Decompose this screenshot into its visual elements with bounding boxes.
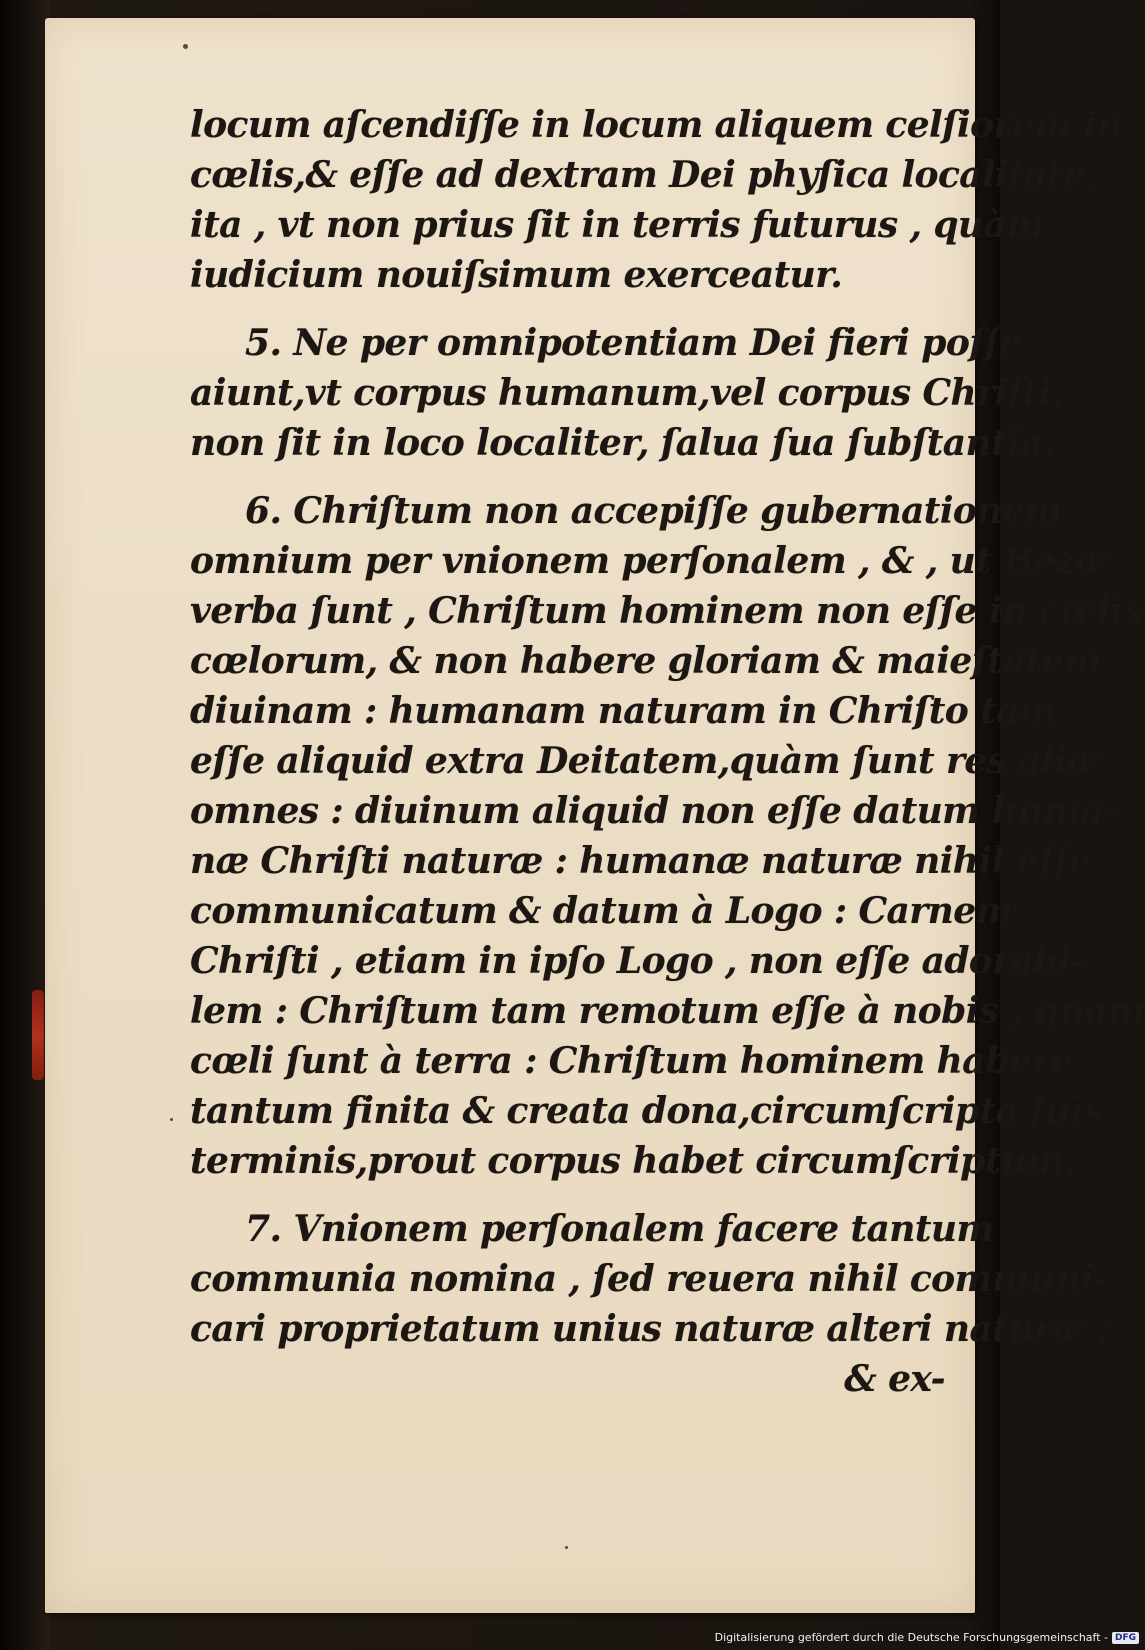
text-line: omnium per vnionem perſonalem , & , ut Bezæ	[190, 540, 1109, 582]
text-line: communicatum & datum à Logo : Carnem	[190, 890, 1014, 932]
text-line: Chriſti , etiam in ipſo Logo , non eſſe adorabi-	[190, 940, 1086, 982]
dfg-logo: DFG	[1112, 1632, 1139, 1644]
text-line: cœli ſunt à terra : Chriſtum hominem habere	[190, 1040, 1073, 1082]
text-line: aiunt,vt corpus humanum,vel corpus Chriſti,	[190, 372, 1064, 414]
text-line-item-6: 6. Chriſtum non accepiſſe gubernationem	[245, 490, 1062, 532]
speck	[170, 1118, 173, 1121]
text-line: omnes : diuinum aliquid non eſſe datum huma-	[190, 790, 1118, 832]
text-line: lem : Chriſtum tam remotum eſſe à nobis , quàm	[190, 990, 1145, 1032]
text-line: verba ſunt , Chriſtum hominem non eſſe in cœlis	[190, 590, 1143, 632]
text-line: locum aſcendiſſe in locum aliquem celſiorem in	[190, 104, 1123, 146]
speck	[183, 44, 188, 49]
text-line: cari proprietatum unius naturæ alteri naturæ :	[190, 1308, 1110, 1350]
digitization-credit	[715, 1631, 1139, 1644]
text-line: terminis,prout corpus habet circumſcriptum.	[190, 1140, 1076, 1182]
text-line-item-7: 7. Vnionem perſonalem facere tantum	[245, 1208, 994, 1250]
text-line: eſſe aliquid extra Deitatem,quàm ſunt res aliæ	[190, 740, 1101, 782]
page-text	[190, 100, 1145, 1404]
red-page-marker	[32, 990, 44, 1080]
text-line: tantum finita & creata dona,circumſcripta ſuis	[190, 1090, 1104, 1132]
text-line: diuinam : humanam naturam in Chriſto tam	[190, 690, 1057, 732]
book-edge	[0, 0, 50, 1650]
catchword: & ex-	[844, 1358, 945, 1400]
text-line: iudicium nouiſsimum exerceatur.	[190, 254, 843, 296]
speck	[565, 1546, 568, 1549]
text-line: communia nomina , ſed reuera nihil communi-	[190, 1258, 1109, 1300]
credit-text: Digitalisierung gefördert durch die Deutsche Forschungsgemeinschaft -	[714, 1631, 1108, 1644]
text-line-item-5: 5. Ne per omnipotentiam Dei fieri poſſe	[245, 322, 1022, 364]
text-line: ita , vt non prius ſit in terris futurus , quàm	[190, 204, 1044, 246]
text-line: cœlorum, & non habere gloriam & maieſtatem	[190, 640, 1102, 682]
text-line: næ Chriſti naturæ : humanæ naturæ nihil eſſe	[190, 840, 1091, 882]
text-line: cœlis,& eſſe ad dextram Dei phyſica localitate,	[190, 154, 1098, 196]
text-line: non ſit in loco localiter, ſalua ſua ſubſtantia.	[190, 422, 1055, 464]
